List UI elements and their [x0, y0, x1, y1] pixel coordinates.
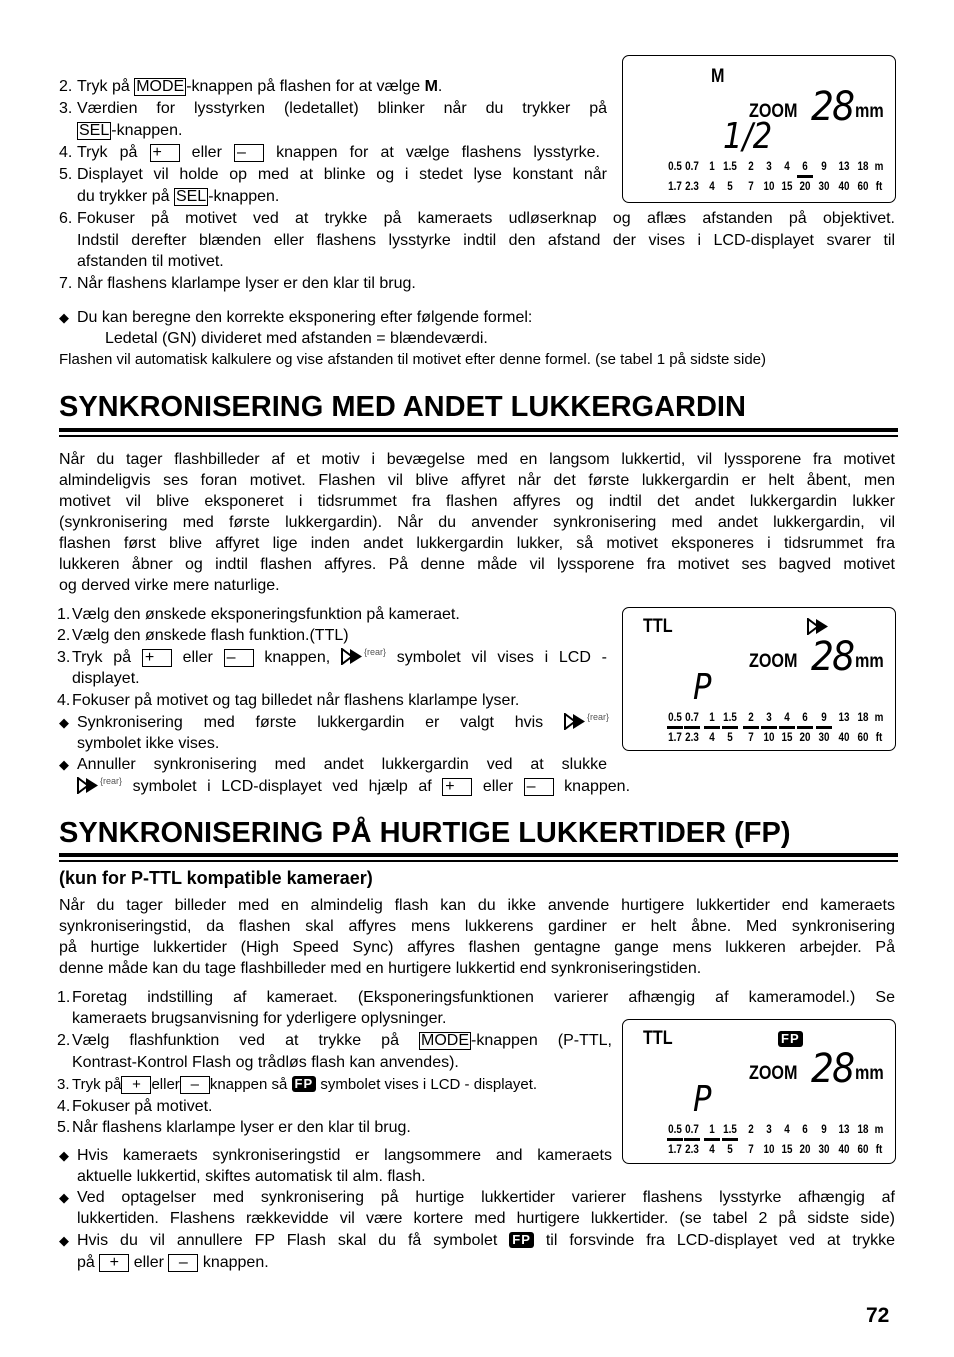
lcd-scale-ft: 60: [857, 1142, 869, 1156]
para-line: almindeligvis ses foran motivet. Flashen vil blive affyret når det første lukkergardin er helt åbent, men: [59, 472, 895, 489]
bullet-icon: ◆: [59, 1233, 69, 1248]
plus-key-label: +: [99, 1254, 129, 1272]
list-item-cont: SEL -knappen.: [79, 122, 183, 139]
list-item: Fokuser på motivet og tag billedet når flashens klarlampe lyser.: [72, 692, 520, 709]
lcd-scale-ft: 7: [748, 730, 754, 744]
minus-key-label: –: [180, 1076, 210, 1094]
section-heading: SYNKRONISERING MED ANDET LUKKERGARDIN: [59, 391, 746, 423]
sel-key-label: SEL: [79, 122, 110, 139]
item-number: 3.: [57, 649, 71, 666]
list-item: Tryk på + eller – knappen så FP symbolet vises i LCD - displayet.: [72, 1076, 538, 1093]
lcd-zoom-value: 28: [811, 1046, 854, 1092]
para-line: Når du tager billeder med en almindelig flash kan du ikke anvende hurtigere lukkertider end kameraets: [59, 897, 895, 914]
lcd-zoom-label: ZOOM: [749, 101, 798, 122]
list-item: Displayet vil holde op med at blinke og i stedet lyse konstant når: [77, 166, 607, 183]
item-number: 4.: [59, 144, 73, 161]
item-number: 4.: [57, 1098, 71, 1115]
lcd-scale-ft: 4: [709, 1142, 715, 1156]
lcd-zoom-value: 28: [811, 84, 854, 130]
lcd-range-bar: [797, 175, 813, 178]
para-line: denne måde kan du tage flashbilleder med en hurtigere lukkertid end synkroniseringstiden.: [59, 960, 702, 977]
lcd-scale-ft: 1.7: [668, 730, 682, 744]
lcd-scale-ft: ft: [875, 730, 883, 744]
lcd-zoom-unit: mm: [855, 1063, 884, 1084]
bullet-item-cont: symbolet ikke vises.: [77, 735, 220, 752]
list-item-cont: Kontrast-Kontrol Flash og trådløs flash kan anvendes).: [72, 1054, 459, 1071]
rear-curtain-sync-icon: [564, 713, 609, 732]
lcd-scale-m: 0.5: [668, 1122, 682, 1136]
lcd-scale-m: 13: [838, 1122, 850, 1136]
lcd-scale-m: 6: [802, 159, 808, 173]
para-line: motivet vil blive eksponeret i tidsrummet fra flashen affyres og indtil det andet lukkergardin lukker: [59, 493, 895, 510]
lcd-scale-ft: 30: [818, 179, 830, 193]
bullet-icon: ◆: [59, 1148, 69, 1163]
fp-symbol-icon: FP: [292, 1076, 317, 1092]
plus-key-label: +: [121, 1076, 151, 1094]
lcd-scale-ft: ft: [875, 1142, 883, 1156]
lcd-display-rear-curtain: [622, 607, 896, 751]
lcd-range-bar: [704, 1138, 720, 1141]
section-subheading: (kun for P-TTL kompatible kameraer): [59, 868, 373, 888]
bullet-item: Hvis du vil annullere FP Flash skal du få symbolet FP til forsvinde fra LCD-displayet ved at trykke: [77, 1232, 895, 1249]
lcd-scale-ft: 4: [709, 730, 715, 744]
lcd-display-fp: [622, 1019, 896, 1164]
plus-key-label: +: [442, 778, 472, 796]
list-item: Tryk på + eller – knappen for at vælge flashens lysstyrke.: [77, 144, 600, 161]
lcd-scale-m: 6: [802, 1122, 808, 1136]
lcd-scale-ft: 20: [799, 730, 811, 744]
lcd-scale-ft: 10: [763, 730, 775, 744]
lcd-scale-m: 1.5: [723, 1122, 737, 1136]
list-item: Tryk på MODE -knappen på flashen for at vælge M.: [77, 78, 443, 95]
lcd-scale-ft: 20: [799, 1142, 811, 1156]
heading-rule: [59, 860, 898, 862]
lcd-scale-m: 0.5: [668, 710, 682, 724]
lcd-range-bar: [797, 726, 813, 729]
list-item: Når flashens klarlampe lyser er den klar til brug.: [77, 275, 416, 292]
lcd-scale-m: 4: [784, 159, 790, 173]
list-item: Vælg den ønskede flash funktion.(TTL): [72, 627, 349, 644]
list-item: Når flashens klarlampe lyser er den klar til brug.: [72, 1119, 411, 1136]
fp-symbol-icon: FP: [509, 1232, 534, 1248]
list-item: Vælg den ønskede eksponeringsfunktion på kameraet.: [72, 606, 460, 623]
lcd-range-bar: [816, 726, 832, 729]
lcd-scale-m: 2: [748, 159, 754, 173]
para-line: lukkeren åbner og indtil flashen affyres. På denne måde vil lyssporene fra motivet ses bagved motivet: [59, 556, 895, 573]
lcd-scale-m: 3: [766, 710, 772, 724]
lcd-scale-m: 3: [766, 159, 772, 173]
lcd-scale-m: 9: [821, 159, 827, 173]
bullet-item-cont: $^{\{rear\}}$ symbolet i LCD-displayet ved hjælp af + eller – knappen.: [77, 777, 630, 796]
list-item: Vælg flashfunktion ved at trykke på MODE -knappen (P-TTL,: [72, 1032, 612, 1049]
lcd-mode: TTL: [643, 616, 673, 637]
lcd-zoom-label: ZOOM: [749, 1063, 798, 1084]
rear-curtain-sync-icon: [77, 777, 122, 796]
para-line: og derved virke mere naturlige.: [59, 577, 280, 594]
lcd-scale-m: 1.5: [723, 159, 737, 173]
heading-rule: [59, 435, 898, 437]
item-number: 2.: [57, 627, 71, 644]
minus-key-label: –: [224, 649, 254, 667]
lcd-scale-m: 18: [857, 159, 869, 173]
lcd-scale-m: 6: [802, 710, 808, 724]
lcd-range-bar: [667, 726, 683, 729]
formula-note: Flashen vil automatisk kalkulere og vise afstanden til motivet efter denne formel. (se tabel 1 på sidste side): [59, 351, 767, 368]
item-number: 4.: [57, 692, 71, 709]
lcd-range-bar: [761, 726, 777, 729]
formula: Ledetal (GN) divideret med afstanden = blændeværdi.: [105, 330, 488, 347]
lcd-scale-m: 4: [784, 1122, 790, 1136]
bullet-icon: ◆: [59, 715, 69, 730]
bullet-icon: ◆: [59, 310, 69, 325]
lcd-range-bar: [722, 726, 738, 729]
bullet-item: Hvis kameraets synkroniseringstid er langsommere and kameraets: [77, 1147, 612, 1164]
bullet-item-cont: lukkertiden. Flashens rækkevidde vil være kortere med hurtigere lukkertider. (se tabel 2 på sidste side): [77, 1210, 895, 1227]
mode-key-label: MODE: [136, 78, 185, 95]
lcd-scale-m: 9: [821, 710, 827, 724]
lcd-range-bar: [684, 1138, 700, 1141]
lcd-scale-m: 1.5: [723, 710, 737, 724]
item-number: 3.: [57, 1076, 70, 1093]
lcd-scale-m: 0.5: [668, 159, 682, 173]
minus-key-label: –: [234, 144, 264, 162]
plus-key-label: +: [150, 144, 180, 162]
formula-intro: Du kan beregne den korrekte eksponering efter følgende formel:: [77, 309, 533, 326]
mode-key-label: MODE: [421, 1032, 470, 1049]
sel-key-label: SEL: [175, 188, 207, 205]
bullet-item: Annuller synkronisering med andet lukkergardin ved at slukke: [77, 756, 607, 773]
lcd-scale-ft: 5: [727, 730, 733, 744]
item-number: 5.: [59, 166, 73, 183]
lcd-scale-ft: 40: [838, 179, 850, 193]
lcd-scale-ft: 15: [781, 730, 793, 744]
lcd-scale-m: 9: [821, 1122, 827, 1136]
item-number: 7.: [59, 275, 73, 292]
lcd-zoom-unit: mm: [855, 101, 884, 122]
symbol-token: {rear}: [586, 713, 609, 722]
lcd-scale-m: m: [874, 710, 884, 724]
list-item: Fokuser på motivet.: [72, 1098, 213, 1115]
lcd-zoom-unit: mm: [855, 651, 884, 672]
item-number: 1.: [57, 606, 71, 623]
lcd-range-bar: [722, 1138, 738, 1141]
list-item-cont: displayet.: [72, 670, 140, 687]
fp-symbol-icon: FP: [778, 1031, 803, 1047]
lcd-scale-ft: 5: [727, 179, 733, 193]
item-number: 6.: [59, 210, 73, 227]
list-item: Tryk på + eller – knappen, $^{\{rear\}}$ symbolet vil vises i LCD -: [72, 648, 607, 667]
lcd-scale-ft: 1.7: [668, 1142, 682, 1156]
lcd-scale-ft: 10: [763, 1142, 775, 1156]
lcd-scale-ft: 7: [748, 179, 754, 193]
para-line: på hurtige lukkertider (High Speed Sync) affyres flashen gentagne gange mens lukkeren arbejder. På: [59, 939, 895, 956]
lcd-scale-ft: 20: [799, 179, 811, 193]
lcd-scale-ft: 4: [709, 179, 715, 193]
item-number: 2.: [59, 78, 73, 95]
lcd-scale-m: 13: [838, 710, 850, 724]
bold-text: M: [424, 78, 438, 95]
minus-key-label: –: [168, 1254, 198, 1272]
lcd-scale-ft: 5: [727, 1142, 733, 1156]
lcd-scale-ft: 10: [763, 179, 775, 193]
heading-rule: [59, 428, 898, 432]
symbol-token: {rear}: [100, 777, 123, 786]
lcd-scale-ft: 60: [857, 179, 869, 193]
lcd-scale-ft: 30: [818, 730, 830, 744]
rear-curtain-sync-icon: [341, 648, 386, 667]
lcd-scale-ft: 40: [838, 1142, 850, 1156]
list-item: Foretag indstilling af kameraet. (Eksponeringsfunktionen varierer afhængig af kameramodel.) Se: [72, 989, 895, 1006]
lcd-scale-m: 1: [709, 1122, 715, 1136]
lcd-scale-m: 3: [766, 1122, 772, 1136]
bullet-item: Synkronisering med første lukkergardin er valgt hvis $^{\{rear\}}$: [77, 713, 609, 732]
lcd-scale-m: m: [874, 159, 884, 173]
lcd-scale-ft: 2.3: [685, 730, 699, 744]
lcd-scale-m: 18: [857, 710, 869, 724]
lcd-value: P: [693, 1079, 712, 1120]
item-number: 5.: [57, 1119, 71, 1136]
lcd-mode: M: [711, 66, 725, 87]
lcd-range-bar: [779, 726, 795, 729]
lcd-scale-ft: 2.3: [685, 179, 699, 193]
para-line: (synkronisering med første lukkergardin). Når du anvender synkronisering med andet lukkergardin, vil: [59, 514, 895, 531]
lcd-scale-m: 0.7: [685, 1122, 699, 1136]
lcd-scale-ft: 15: [781, 179, 793, 193]
section-heading: SYNKRONISERING PÅ HURTIGE LUKKERTIDER (FP): [59, 817, 791, 849]
bullet-item: Ved optagelser med synkronisering på hurtige lukkertider varierer flashens lysstyrke afhængig af: [77, 1189, 895, 1206]
para-line: synkroniseringstid, da flashen skal affyres mens lukkerens gardiner er helt åbne. Med synkronisering: [59, 918, 895, 935]
lcd-scale-ft: 60: [857, 730, 869, 744]
item-number: 1.: [57, 989, 71, 1006]
para-line: Når du tager flashbilleder af et motiv i bevægelse med en langsom lukkertid, vil lyssporene fra motivet: [59, 451, 895, 468]
lcd-scale-ft: ft: [875, 179, 883, 193]
list-item-cont: afstanden til motivet.: [77, 253, 224, 270]
lcd-range-bar: [743, 726, 759, 729]
lcd-scale-ft: 1.7: [668, 179, 682, 193]
lcd-range-bar: [684, 726, 700, 729]
lcd-scale-m: 1: [709, 159, 715, 173]
lcd-value: 1/2: [723, 116, 773, 157]
lcd-mode: TTL: [643, 1028, 673, 1049]
bullet-icon: ◆: [59, 1190, 69, 1205]
lcd-scale-ft: 30: [818, 1142, 830, 1156]
lcd-scale-ft: 40: [838, 730, 850, 744]
lcd-zoom-value: 28: [811, 634, 854, 680]
bullet-item-cont: på + eller – knappen.: [77, 1254, 269, 1271]
list-item-cont: du trykker på SEL -knappen.: [77, 188, 280, 205]
lcd-scale-m: 18: [857, 1122, 869, 1136]
list-item-cont: kameraets brugsanvisning for yderligere oplysninger.: [72, 1010, 447, 1027]
lcd-scale-m: 4: [784, 710, 790, 724]
lcd-scale-m: 2: [748, 1122, 754, 1136]
plus-key-label: +: [142, 649, 172, 667]
lcd-zoom-label: ZOOM: [749, 651, 798, 672]
item-number: 3.: [59, 100, 73, 117]
lcd-scale-m: 0.7: [685, 159, 699, 173]
lcd-scale-m: 0.7: [685, 710, 699, 724]
page-number: 72: [866, 1304, 890, 1327]
symbol-token: {rear}: [363, 648, 386, 657]
lcd-value: P: [693, 667, 712, 708]
item-number: 2.: [57, 1032, 71, 1049]
list-item-cont: Indstil derefter blænden eller flashens lysstyrke indtil den afstand der vises i LCD-displayet svarer til: [77, 232, 895, 249]
lcd-scale-m: 13: [838, 159, 850, 173]
lcd-display-manual: [622, 55, 896, 203]
lcd-scale-ft: 2.3: [685, 1142, 699, 1156]
lcd-range-bar: [704, 726, 720, 729]
list-item: Fokuser på motivet ved at trykke på kameraets udløserknap og aflæs afstanden på objektivet.: [77, 210, 895, 227]
bullet-item-cont: aktuelle lukkertid, skiftes automatisk til alm. flash.: [77, 1168, 426, 1185]
lcd-range-bar: [667, 1138, 683, 1141]
lcd-scale-m: 1: [709, 710, 715, 724]
heading-rule: [59, 853, 898, 857]
bullet-icon: ◆: [59, 757, 69, 772]
lcd-scale-m: m: [874, 1122, 884, 1136]
lcd-scale-m: 2: [748, 710, 754, 724]
lcd-scale-ft: 15: [781, 1142, 793, 1156]
lcd-scale-ft: 7: [748, 1142, 754, 1156]
para-line: flashen først blive affyret lige inden andet lukkergardin lukker, så motivet eksponeres i tidsrummet fra: [59, 535, 895, 552]
list-item: Værdien for lysstyrken (ledetallet) blinker når du trykker på: [77, 100, 607, 117]
minus-key-label: –: [524, 778, 554, 796]
